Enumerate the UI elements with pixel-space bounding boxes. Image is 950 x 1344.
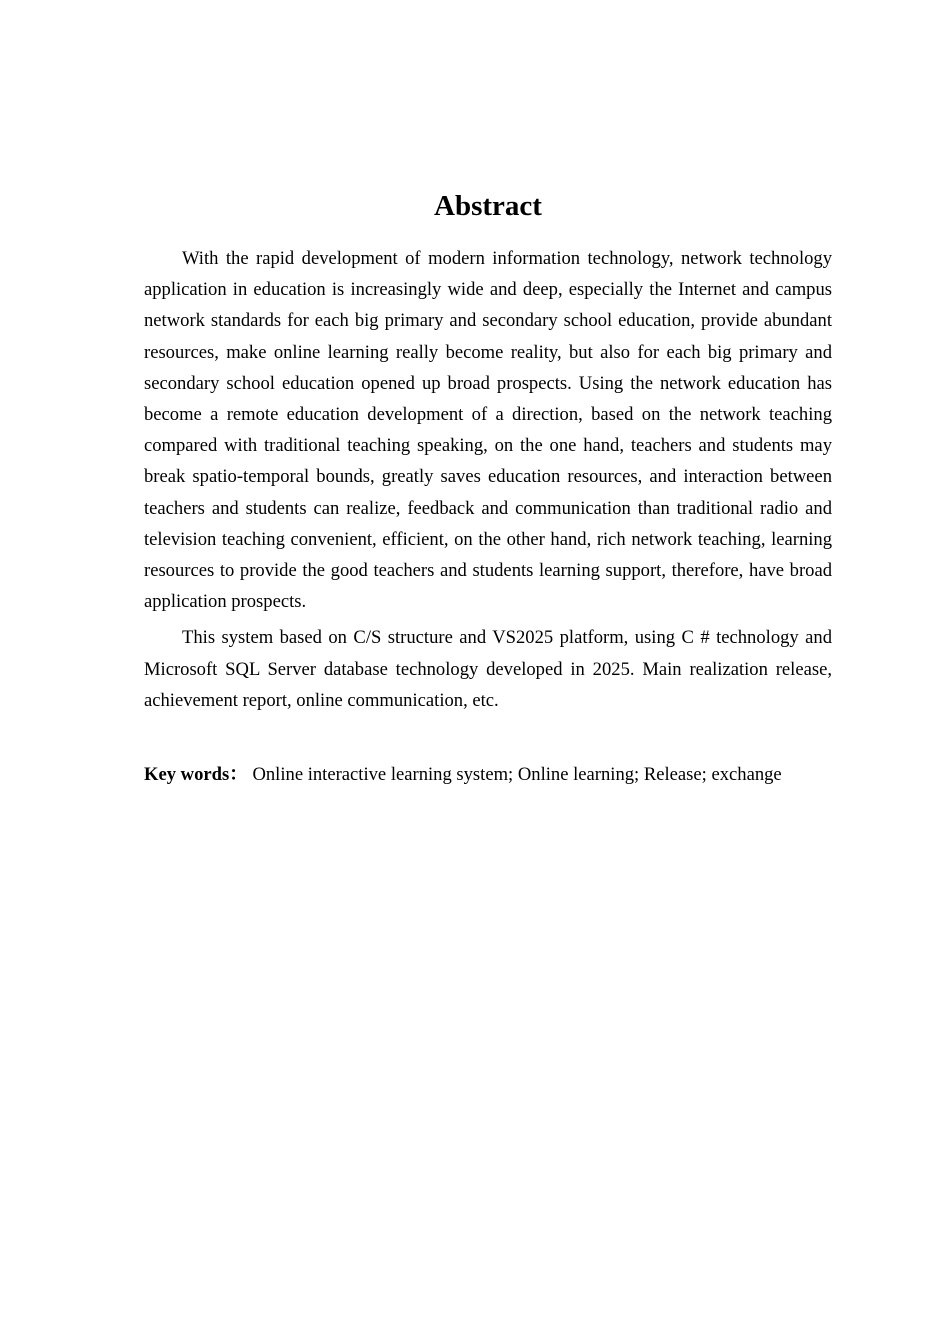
keywords-label: Key words： xyxy=(144,764,248,786)
keywords-line xyxy=(144,759,832,790)
abstract-title: Abstract xyxy=(434,190,542,222)
abstract-section xyxy=(144,186,832,790)
abstract-paragraph-1: With the rapid development of modern information technology, network technology application in education is increasingly wide and deep, especially the Internet and campus network standards for each big primary and secondary school education, provide abundant resources, make online learning really become reality, but also for each big primary and secondary school education opened up broad prospects. Using the network education has become a remote education development of a direction, based on the network teaching compared with traditional teaching speaking, on the one hand, teachers and students may break spatio-temporal bounds, greatly saves education resources, and interaction between teachers and students can realize, feedback and communication than traditional radio and television teaching convenient, efficient, on the other hand, rich network teaching, learning resources to provide the good teachers and students learning support, therefore, have broad application prospects. xyxy=(144,248,832,613)
abstract-paragraph-2: This system based on C/S structure and VS2025 platform, using C # technology and Microsoft SQL Server database technology developed in 2025. Main realization release, achievement report, online communication, etc. xyxy=(144,627,832,711)
keywords-text: Online interactive learning system; Online learning; Release; exchange xyxy=(247,764,782,786)
